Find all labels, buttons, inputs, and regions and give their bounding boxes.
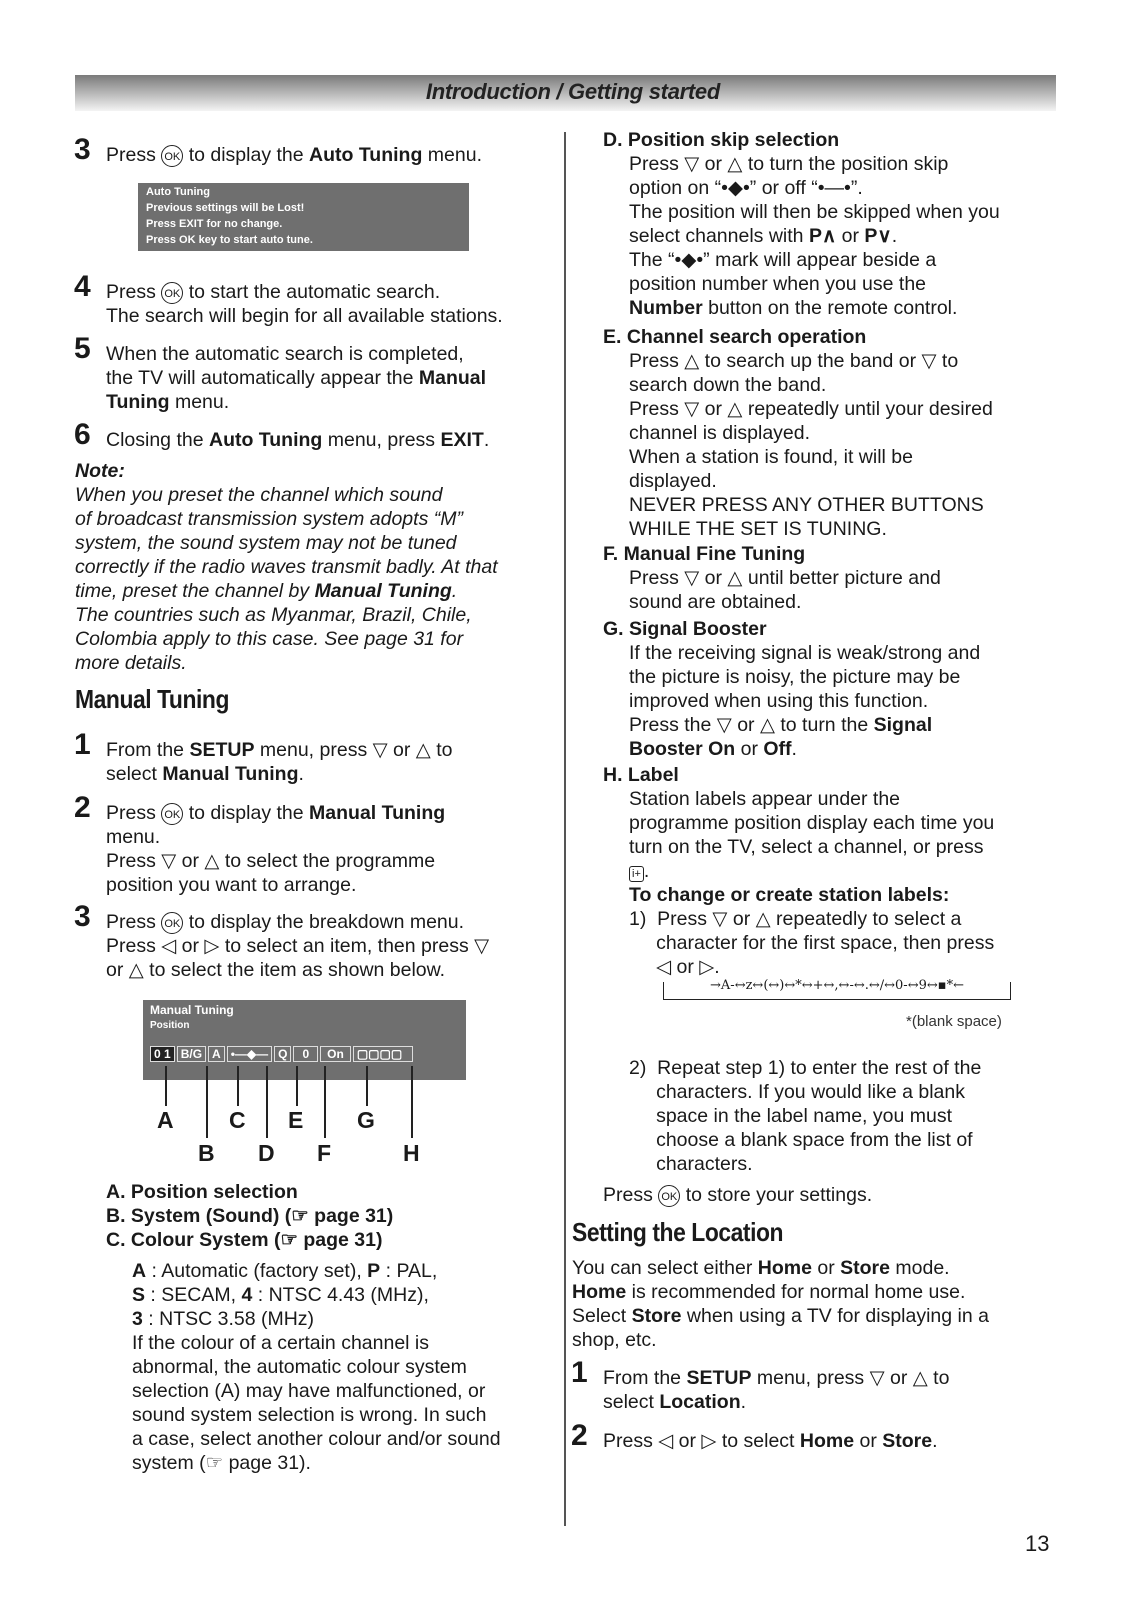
section-text: Press ▽ or △ until better picture and: [629, 567, 941, 589]
section-text: turn on the TV, select a channel, or press: [629, 836, 984, 858]
ok-button-icon: OK: [161, 803, 183, 825]
step-text: Press ◁ or ▷ to select an item, then press ▽: [106, 935, 490, 957]
note-block: [75, 459, 498, 675]
section-text: button on the remote control.: [702, 297, 958, 319]
step-text: select: [106, 763, 157, 785]
step-bold: SETUP: [189, 739, 255, 761]
leader-line-d: [266, 1066, 268, 1138]
leader-line-h: [411, 1066, 413, 1138]
label-step-text: ◁ or ▷.: [629, 956, 720, 978]
section-text: The “•◆•” mark will appear beside a: [629, 249, 937, 271]
leader-line-b: [206, 1066, 208, 1138]
section-text: Press the ▽ or △ to turn the: [629, 714, 874, 736]
step-text: menu.: [427, 144, 482, 166]
step-text: .: [298, 763, 304, 785]
step-location-2: [571, 1419, 938, 1453]
leader-line-c: [237, 1066, 239, 1106]
section-text: .: [791, 738, 797, 760]
section-text: mode.: [889, 1257, 950, 1279]
step-text: When the automatic search is completed,: [106, 343, 464, 365]
section-h: [603, 763, 994, 979]
section-e: [603, 325, 993, 541]
osd-cell-system: B/G: [177, 1046, 206, 1062]
section-text: search down the band.: [629, 374, 827, 396]
note-line: The countries such as Myanmar, Brazil, Chile,: [75, 604, 472, 626]
step-number: 3: [74, 900, 91, 933]
step-auto-tuning-5: [74, 332, 487, 414]
desc-text: sound system selection is wrong. In such: [132, 1404, 487, 1426]
section-header-bar: [75, 75, 1056, 111]
step-bold: Location: [659, 1391, 741, 1413]
step-bold: Manual Tuning: [309, 802, 446, 824]
section-text: or: [836, 225, 865, 247]
label-step-text: character for the first space, then press: [629, 932, 995, 954]
step-text: Press: [106, 144, 156, 166]
section-text: when using a TV for displaying in a: [681, 1305, 989, 1327]
step-text: menu.: [106, 826, 161, 848]
callout-letter-d: D: [258, 1140, 275, 1166]
section-text: to store your settings.: [685, 1184, 873, 1206]
section-text: improved when using this function.: [629, 690, 929, 712]
note-line: more details.: [75, 652, 187, 674]
note-line: When you preset the channel which sound: [75, 484, 443, 506]
step-location-1: [571, 1356, 950, 1414]
manual-tuning-osd: [143, 1000, 466, 1080]
section-text: Press △ to search up the band or ▽ to: [629, 350, 959, 372]
desc-text: abnormal, the automatic colour system: [132, 1356, 467, 1378]
step-text: Closing the: [106, 429, 204, 451]
desc-text: : Automatic (factory set),: [146, 1260, 368, 1282]
section-text: position number when you use the: [629, 273, 927, 295]
character-sequence: →A-↔z↔(↔)↔*↔+↔,↔-↔.↔/↔0-↔9↔▪*←: [710, 978, 964, 993]
desc-bold: 3: [132, 1308, 143, 1330]
step-text: Press: [106, 802, 156, 824]
osd-line: Press OK key to start auto tune.: [146, 234, 313, 246]
callout-letter-b: B: [198, 1140, 215, 1166]
section-text: If the receiving signal is weak/strong and: [629, 642, 981, 664]
section-text: .: [643, 860, 650, 882]
step-text: select: [603, 1391, 660, 1413]
osd-cell-colour: A: [208, 1046, 225, 1062]
leader-line-g: [366, 1066, 368, 1106]
colour-system-description: [132, 1259, 501, 1475]
step-auto-tuning-6: [74, 418, 490, 452]
osd-cell-booster: On: [320, 1046, 351, 1062]
step-number: 6: [74, 418, 91, 451]
step-text: From the: [106, 739, 185, 761]
label-step-text: space in the label name, you must: [629, 1105, 953, 1127]
step-auto-tuning-3: [74, 133, 482, 167]
section-text: Press: [603, 1184, 653, 1206]
desc-bold: 4: [241, 1284, 253, 1306]
store-settings-line: [603, 1183, 872, 1207]
step-number: 3: [74, 133, 91, 166]
section-bold: Store: [840, 1257, 890, 1279]
step-text: menu, press ▽ or △ to: [751, 1367, 950, 1389]
step-text: .: [932, 1430, 938, 1452]
section-f: [603, 542, 941, 614]
note-bold: Manual Tuning: [314, 580, 452, 602]
step-text: position you want to arrange.: [106, 874, 357, 896]
step-number: 4: [74, 270, 91, 303]
step-bold: Tuning: [106, 391, 170, 413]
desc-text: If the colour of a certain channel is: [132, 1332, 430, 1354]
section-e-heading: E. Channel search operation: [603, 326, 867, 348]
note-line: time, preset the channel by: [75, 580, 310, 602]
desc-bold: S: [132, 1284, 146, 1306]
page-number: 13: [1025, 1531, 1050, 1556]
section-bold: Number: [629, 297, 703, 319]
step-manual-2: [74, 791, 446, 897]
step-number: 5: [74, 332, 91, 365]
section-text: sound are obtained.: [629, 591, 802, 613]
leader-line-e: [296, 1066, 298, 1106]
step-number: 1: [571, 1356, 588, 1389]
callout-letter-a: A: [157, 1107, 174, 1133]
note-line: Colombia apply to this case. See page 31 for: [75, 628, 464, 650]
label-step-text: 1) Press ▽ or △ repeatedly to select a: [629, 908, 962, 930]
ok-button-icon: OK: [658, 1185, 680, 1207]
osd-cells: [150, 1046, 459, 1063]
section-bold: Home: [572, 1281, 627, 1303]
section-g: [603, 617, 980, 761]
step-bold: Auto Tuning: [208, 429, 323, 451]
osd-cell-label: ▢▢▢▢: [353, 1046, 413, 1062]
ok-button-icon: OK: [161, 282, 183, 304]
section-text: programme position display each time you: [629, 812, 995, 834]
osd-line: Previous settings will be Lost!: [146, 202, 305, 214]
label-step-2: [629, 1056, 981, 1176]
step-manual-1: [74, 728, 453, 786]
note-line: of broadcast transmission system adopts “M”: [75, 508, 463, 530]
desc-text: a case, select another colour and/or sound: [132, 1428, 501, 1450]
note-line: .: [451, 580, 458, 602]
step-text: From the: [603, 1367, 687, 1389]
step-text: to display the: [188, 144, 304, 166]
desc-text: : NTSC 3.58 (MHz): [142, 1308, 315, 1330]
section-d-heading: D. Position skip selection: [603, 129, 840, 151]
note-line: system, the sound system may not be tuned: [75, 532, 457, 554]
osd-subtitle: Position: [150, 1020, 190, 1031]
osd-cell-fine: 0: [293, 1046, 318, 1062]
desc-text: : PAL,: [380, 1260, 438, 1282]
callout-letter-c: C: [229, 1107, 246, 1133]
section-bold: Signal: [873, 714, 933, 736]
osd-line: Press EXIT for no change.: [146, 218, 283, 230]
step-bold: Manual Tuning: [162, 763, 299, 785]
label-step-text: characters. If you would like a blank: [629, 1081, 965, 1103]
leader-line-a: [165, 1066, 167, 1106]
desc-bold: A: [132, 1260, 147, 1282]
change-labels-heading: To change or create station labels:: [629, 884, 950, 906]
desc-text: system (☞ page 31).: [132, 1452, 311, 1474]
section-d: [603, 128, 1000, 320]
section-text: Press ▽ or △ to turn the position skip: [629, 153, 949, 175]
callout-letter-f: F: [317, 1140, 332, 1166]
section-bold: Store: [631, 1305, 682, 1327]
step-number: 1: [74, 728, 91, 761]
note-line: correctly if the radio waves transmit badly. At that: [75, 556, 498, 578]
section-text: select channels with: [629, 225, 809, 247]
step-text: to display the breakdown menu.: [188, 911, 465, 933]
desc-text: : NTSC 4.43 (MHz),: [252, 1284, 429, 1306]
location-description: [572, 1256, 989, 1352]
callout-letter-h: H: [403, 1140, 420, 1166]
section-text: Press ▽ or △ repeatedly until your desired: [629, 398, 993, 420]
step-bold: SETUP: [686, 1367, 752, 1389]
section-text: Station labels appear under the: [629, 788, 901, 810]
step-text: Press: [106, 281, 156, 303]
section-bold: Home: [757, 1257, 812, 1279]
step-bold: Auto Tuning: [309, 144, 423, 166]
section-g-heading: G. Signal Booster: [603, 618, 767, 640]
section-text: shop, etc.: [572, 1329, 657, 1351]
section-text: You can select either: [572, 1257, 758, 1279]
step-text: Press: [106, 911, 156, 933]
step-text: Press ◁ or ▷ to select: [603, 1430, 800, 1452]
note-label: Note:: [75, 460, 125, 482]
step-number: 2: [74, 791, 91, 824]
manual-tuning-heading: Manual Tuning: [75, 684, 229, 714]
step-text: the TV will automatically appear the: [106, 367, 414, 389]
desc-text: selection (A) may have malfunctioned, or: [132, 1380, 486, 1402]
section-text: channel is displayed.: [629, 422, 811, 444]
section-text: option on “•◆•” or off “•—•”.: [629, 177, 863, 199]
step-text: Press ▽ or △ to select the programme: [106, 850, 436, 872]
section-text: The position will then be skipped when you: [629, 201, 1000, 223]
desc-text: : SECAM,: [145, 1284, 242, 1306]
step-text: menu.: [174, 391, 230, 413]
section-text: displayed.: [629, 470, 717, 492]
step-bold: EXIT: [440, 429, 484, 451]
step-text: or: [854, 1430, 883, 1452]
desc-bold: P: [367, 1260, 381, 1282]
step-text: or △ to select the item as shown below.: [106, 959, 446, 981]
section-title: Introduction / Getting started: [425, 79, 720, 104]
section-text: the picture is noisy, the picture may be: [629, 666, 961, 688]
step-bold: Manual: [418, 367, 487, 389]
step-text: to start the automatic search.: [188, 281, 441, 303]
setting-location-heading: Setting the Location: [572, 1217, 784, 1247]
item-b-heading: B. System (Sound) (☞ page 31): [106, 1205, 394, 1227]
step-auto-tuning-4: [74, 270, 503, 328]
step-text: .: [740, 1391, 747, 1413]
label-step-text: characters.: [629, 1153, 753, 1175]
character-sequence-box: [663, 978, 1011, 1000]
osd-cell-search: Q: [274, 1046, 291, 1062]
osd-cell-skip: •—◆—: [227, 1046, 272, 1062]
info-button-icon: i+: [629, 866, 644, 882]
step-manual-3: [74, 900, 490, 982]
ok-button-icon: OK: [161, 912, 183, 934]
section-text: .: [891, 225, 898, 247]
osd-line: Auto Tuning: [146, 186, 210, 198]
step-bold: Home: [799, 1430, 855, 1452]
auto-tuning-osd: [138, 183, 469, 251]
section-f-heading: F. Manual Fine Tuning: [603, 543, 806, 565]
step-text: The search will begin for all available stations.: [106, 305, 503, 327]
section-text: is recommended for normal home use.: [626, 1281, 966, 1303]
section-bold: Off: [763, 738, 792, 760]
column-divider: [564, 132, 566, 1526]
section-bold: P∨: [864, 225, 892, 247]
step-text: to display the: [188, 802, 304, 824]
section-text: When a station is found, it will be: [629, 446, 913, 468]
step-text: .: [483, 429, 490, 451]
label-step-text: choose a blank space from the list of: [629, 1129, 973, 1151]
osd-cell-position: 0 1: [150, 1046, 175, 1062]
section-h-heading: H. Label: [603, 764, 679, 786]
osd-title: Manual Tuning: [150, 1003, 234, 1017]
step-number: 2: [571, 1419, 588, 1452]
step-bold: Store: [882, 1430, 933, 1452]
step-text: menu, press ▽ or △ to: [259, 739, 453, 761]
section-text: NEVER PRESS ANY OTHER BUTTONS: [629, 494, 984, 516]
item-a-heading: A. Position selection: [106, 1181, 298, 1203]
blank-space-note: *(blank space): [906, 1013, 1002, 1030]
step-text: menu, press: [327, 429, 436, 451]
label-step-text: 2) Repeat step 1) to enter the rest of the: [629, 1057, 982, 1079]
section-text: WHILE THE SET IS TUNING.: [629, 518, 887, 540]
section-bold: Booster On: [629, 738, 736, 760]
section-text: Select: [572, 1305, 632, 1327]
leader-line-f: [324, 1066, 326, 1138]
item-c-heading: C. Colour System (☞ page 31): [106, 1229, 383, 1251]
callout-letter-e: E: [288, 1107, 304, 1133]
section-text: or: [811, 1257, 841, 1279]
item-list: [106, 1180, 393, 1252]
callout-letter-g: G: [357, 1107, 375, 1133]
ok-button-icon: OK: [161, 145, 183, 167]
section-bold: P∧: [808, 225, 837, 247]
section-text: or: [735, 738, 764, 760]
